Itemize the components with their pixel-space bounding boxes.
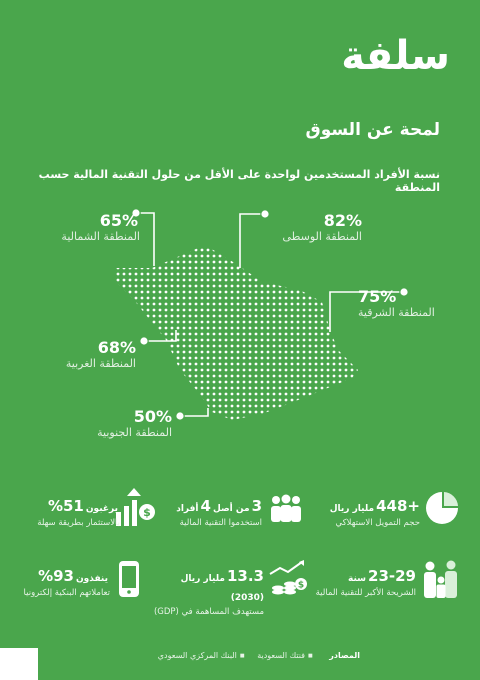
people-group-icon <box>268 494 304 524</box>
family-icon <box>420 560 464 600</box>
region-central-name: المنطقة الوسطى <box>282 229 362 243</box>
stat-users-big2: 4 <box>200 497 211 515</box>
svg-text:$: $ <box>143 506 151 519</box>
stat-age-mid: سنة <box>348 574 367 584</box>
stat-banking-desc: تعاملاتهم البنكية إلكترونيا <box>23 588 110 598</box>
map-subtitle: نسبة الأفراد المستخدمين لواحدة على الأقل من حلول التقنية المالية حسب المنطقة <box>38 168 440 194</box>
region-north-name: المنطقة الشمالية <box>61 229 140 243</box>
stat-users-mid: من أصل <box>212 504 250 514</box>
region-central-pct: 82% <box>323 211 362 230</box>
stat-age-desc: الشريحة الأكبر للتقنية المالية <box>315 588 416 598</box>
svg-text:$: $ <box>297 580 305 591</box>
sources-label: المصادر <box>329 651 360 660</box>
stat-users-desc: استخدموا التقنية المالية <box>179 518 262 528</box>
stat-invest-big: 51% <box>47 497 84 515</box>
corner-block <box>0 648 38 680</box>
source-item: ■ البنك المركزي السعودي <box>158 651 245 660</box>
region-central <box>272 212 362 243</box>
stat-gdp-desc: مستهدف المساهمة في (GDP) <box>153 607 264 617</box>
stat-gdp-big: 13.3 <box>226 567 264 585</box>
region-south-pct: 50% <box>133 407 172 426</box>
region-east-name: المنطقة الشرقية <box>358 305 435 319</box>
stat-age-big: 23-29 <box>368 567 416 585</box>
stat-gdp-mid: مليار ريال (2030) <box>180 574 264 603</box>
marker-central <box>261 210 269 218</box>
region-east <box>358 288 448 319</box>
smartphone-icon <box>118 560 140 598</box>
stat-banking <box>0 566 110 598</box>
stat-users-mid2: أفراد <box>176 504 199 514</box>
stat-consumer-mid: مليار ريال <box>329 504 375 514</box>
stat-consumer-big: +448 <box>376 497 420 515</box>
stat-gdp <box>150 566 264 617</box>
stat-users <box>152 496 262 528</box>
region-east-pct: 75% <box>358 287 397 306</box>
region-south <box>82 408 172 439</box>
pie-chart-icon <box>424 490 460 526</box>
stat-age <box>306 566 416 598</box>
growth-chart-icon <box>114 488 156 528</box>
region-west-pct: 68% <box>97 338 136 357</box>
coins-growth-icon <box>268 560 308 598</box>
section-title: لمحة عن السوق <box>305 120 440 140</box>
map-dots <box>111 243 360 420</box>
stat-invest-mid: يرغبون <box>85 504 118 514</box>
stat-banking-mid: ينفذون <box>75 574 108 584</box>
stat-invest-desc: بالاستثمار بطريقة سهلة <box>37 518 120 528</box>
region-south-name: المنطقة الجنوبية <box>97 425 172 439</box>
source-item: ■ فنتك السعودية <box>257 651 313 660</box>
stat-consumer <box>310 496 420 528</box>
stat-invest <box>10 496 120 528</box>
region-north-pct: 65% <box>99 211 138 230</box>
stat-banking-big: 93% <box>38 567 74 585</box>
stat-users-big: 3 <box>251 497 262 515</box>
brand-logo: سلفة <box>341 33 450 79</box>
sources-footer <box>148 651 360 660</box>
marker-south <box>176 412 184 420</box>
stat-consumer-desc: حجم التمويل الاستهلاكي <box>335 518 420 528</box>
region-north <box>50 212 140 243</box>
region-west-name: المنطقة الغربية <box>65 356 136 370</box>
region-west <box>48 339 136 370</box>
marker-west <box>140 337 148 345</box>
